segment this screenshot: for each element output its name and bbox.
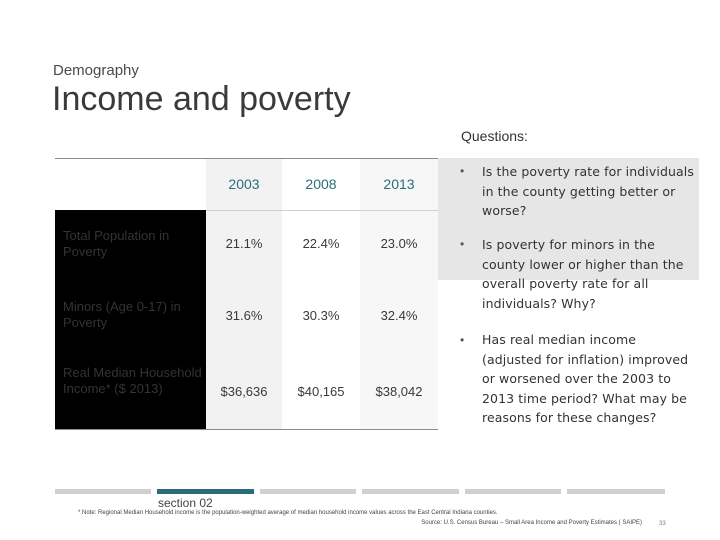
section-label: section 02 <box>158 496 213 510</box>
footer-bar-active <box>157 489 254 494</box>
cell-minors-poverty-2003: 31.6% <box>225 308 263 323</box>
column-header-2013: 2013 <box>383 176 415 192</box>
bullet-3: • <box>460 333 465 347</box>
slide-subtitle: Demography <box>53 62 139 79</box>
question-1: Is the poverty rate for individuals in the county getting better or worse? <box>482 164 694 218</box>
row-label-median-income: Real Median Household Income* ($ 2013) <box>63 365 202 396</box>
cell-total-poverty-2008: 22.4% <box>302 236 340 251</box>
row-label-total-poverty: Total Population in Poverty <box>63 228 170 259</box>
question-2: Is poverty for minors in the county lower or higher than the overall poverty rate for all individuals? Why? <box>482 237 684 311</box>
page-number: 33 <box>659 521 666 527</box>
row-label-minors-poverty: Minors (Age 0-17) in Poverty <box>63 299 181 330</box>
cell-median-income-2008: $40,165 <box>297 384 345 399</box>
cell-total-poverty-2013: 23.0% <box>380 236 418 251</box>
row-separator <box>206 210 438 211</box>
cell-total-poverty-2003: 21.1% <box>225 236 263 251</box>
cell-median-income-2013: $38,042 <box>375 384 423 399</box>
cell-minors-poverty-2013: 32.4% <box>380 308 418 323</box>
footer-bar-4 <box>362 489 459 494</box>
bullet-1: • <box>460 164 465 178</box>
table-bottom-rule <box>55 429 438 430</box>
source-note: Source: U.S. Census Bureau – Small Area Income and Poverty Estimates ( SAIPE) <box>421 520 642 526</box>
footer-bar-5 <box>465 489 561 494</box>
footer-bar-left <box>55 489 151 494</box>
cell-median-income-2003: $36,636 <box>220 384 268 399</box>
questions-heading: Questions: <box>461 128 528 144</box>
question-3: Has real median income (adjusted for inflation) improved or worsened over the 2003 to 2013 time period? What may be reasons for these changes? <box>482 332 689 425</box>
income-poverty-table <box>55 158 438 430</box>
slide-title: Income and poverty <box>52 80 351 118</box>
footer-bar-3 <box>260 489 356 494</box>
bullet-2: • <box>460 237 465 251</box>
cell-minors-poverty-2008: 30.3% <box>302 308 340 323</box>
column-header-2008: 2008 <box>305 176 337 192</box>
footer-bar-6 <box>567 489 665 494</box>
footnote: * Note: Regional Median Household income is the population-weighted average of median household income values across the East Central Indiana counties. <box>78 510 498 516</box>
column-header-2003: 2003 <box>228 176 260 192</box>
